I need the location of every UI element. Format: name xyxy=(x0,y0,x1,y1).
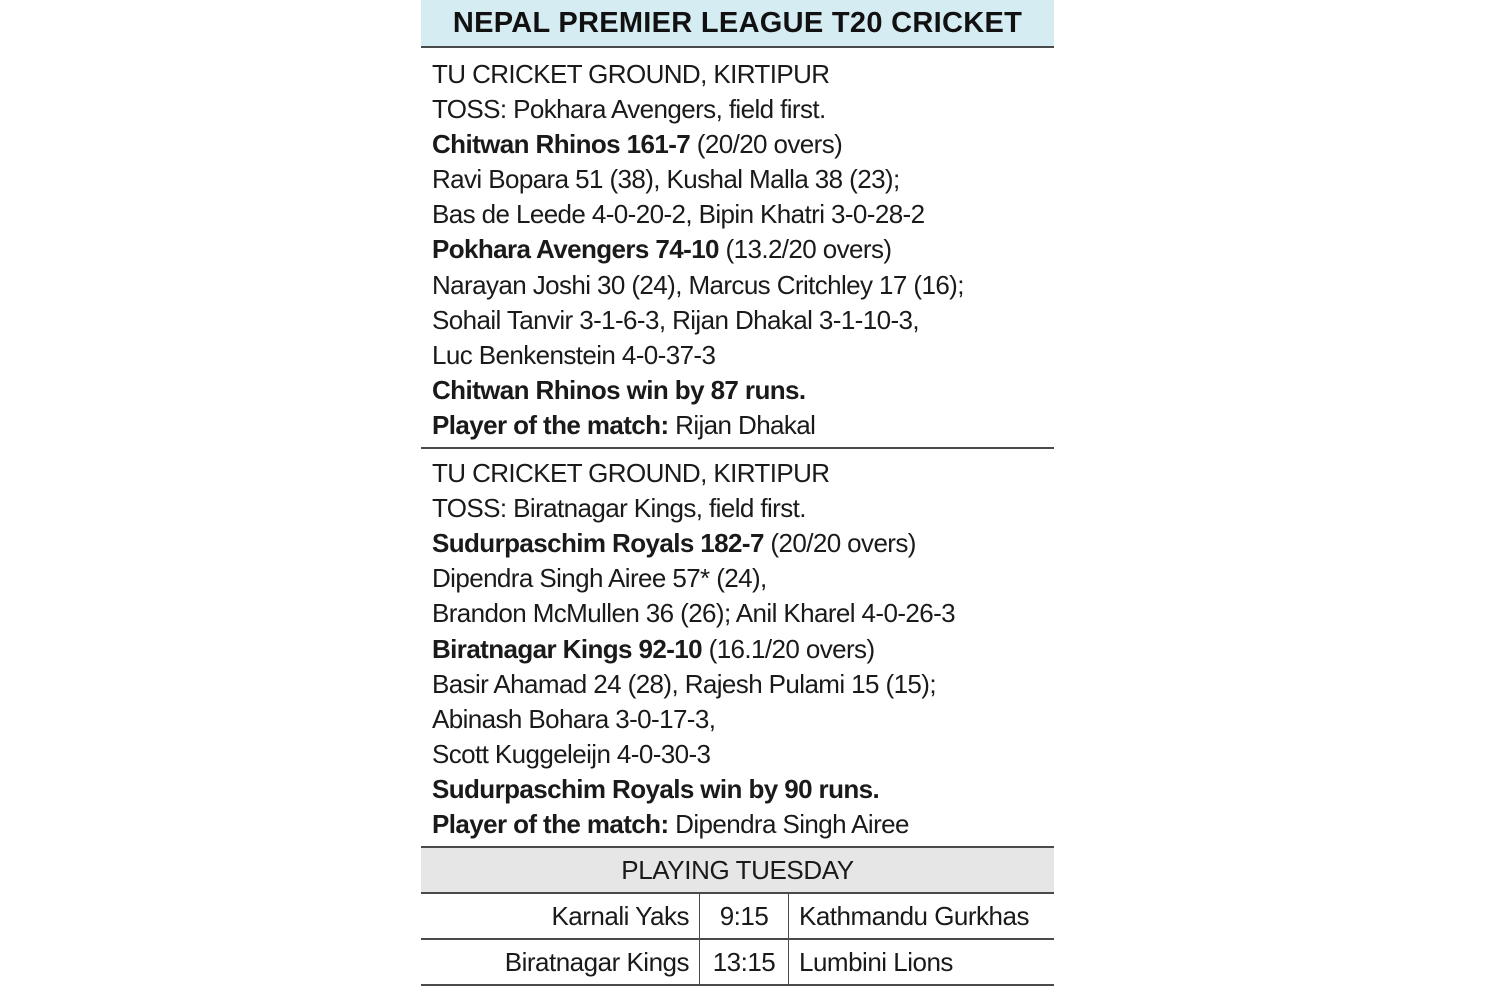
match-time: 9:15 xyxy=(700,894,789,939)
innings-1-summary xyxy=(432,127,1054,162)
potm-name: Dipendra Singh Airee xyxy=(668,808,909,839)
player-of-match xyxy=(432,408,1054,443)
home-team: Biratnagar Kings xyxy=(421,939,700,985)
title-bar xyxy=(421,0,1054,48)
match-result-2 xyxy=(421,449,1054,848)
innings-1-summary xyxy=(432,526,1054,561)
innings-1-score: Chitwan Rhinos 161-7 xyxy=(432,129,691,160)
page-title: NEPAL PREMIER LEAGUE T20 CRICKET xyxy=(452,6,1023,39)
innings-2-detail: Sohail Tanvir 3-1-6-3, Rijan Dhakal 3-1-10-3, xyxy=(432,304,919,335)
schedule-table xyxy=(421,894,1054,986)
innings-2-overs: (13.2/20 overs) xyxy=(718,234,892,265)
schedule-header: PLAYING TUESDAY xyxy=(421,848,1054,894)
toss-info: TOSS: Pokhara Avengers, field first. xyxy=(432,94,826,125)
home-team: Karnali Yaks xyxy=(421,894,700,939)
innings-2-score: Biratnagar Kings 92-10 xyxy=(432,633,703,664)
innings-2-summary xyxy=(432,232,1054,267)
innings-1-detail: Ravi Bopara 51 (38), Kushal Malla 38 (23); xyxy=(432,164,900,195)
innings-1-detail: Dipendra Singh Airee 57* (24), xyxy=(432,563,767,594)
match-result: Sudurpaschim Royals win by 90 runs. xyxy=(432,773,880,804)
innings-2-detail: Narayan Joshi 30 (24), Marcus Critchley 17 (16); xyxy=(432,269,964,300)
potm-label: Player of the match: xyxy=(432,409,669,440)
toss-info: TOSS: Biratnagar Kings, field first. xyxy=(432,493,806,524)
venue: TU CRICKET GROUND, KIRTIPUR xyxy=(432,458,830,489)
away-team: Kathmandu Gurkhas xyxy=(789,894,1055,939)
innings-2-detail: Abinash Bohara 3-0-17-3, xyxy=(432,703,716,734)
table-row xyxy=(421,894,1054,939)
innings-1-score: Sudurpaschim Royals 182-7 xyxy=(432,528,764,559)
potm-label: Player of the match: xyxy=(432,808,669,839)
potm-name: Rijan Dhakal xyxy=(668,409,816,440)
innings-1-overs: (20/20 overs) xyxy=(690,129,843,160)
player-of-match xyxy=(432,807,1054,842)
innings-1-overs: (20/20 overs) xyxy=(763,528,916,559)
away-team: Lumbini Lions xyxy=(789,939,1055,985)
match-result-1 xyxy=(421,48,1054,449)
innings-1-detail: Brandon McMullen 36 (26); Anil Kharel 4-0-26-3 xyxy=(432,598,956,629)
innings-2-score: Pokhara Avengers 74-10 xyxy=(432,234,719,265)
innings-2-summary xyxy=(432,632,1054,667)
innings-2-detail: Luc Benkenstein 4-0-37-3 xyxy=(432,339,716,370)
match-result: Chitwan Rhinos win by 87 runs. xyxy=(432,374,806,405)
scorecard-panel xyxy=(421,0,1054,986)
innings-2-detail: Basir Ahamad 24 (28), Rajesh Pulami 15 (15); xyxy=(432,668,936,699)
table-row xyxy=(421,939,1054,985)
innings-2-overs: (16.1/20 overs) xyxy=(702,633,875,664)
innings-1-detail: Bas de Leede 4-0-20-2, Bipin Khatri 3-0-28-2 xyxy=(432,199,925,230)
venue: TU CRICKET GROUND, KIRTIPUR xyxy=(432,59,830,89)
match-time: 13:15 xyxy=(700,939,789,985)
innings-2-detail: Scott Kuggeleijn 4-0-30-3 xyxy=(432,738,711,769)
